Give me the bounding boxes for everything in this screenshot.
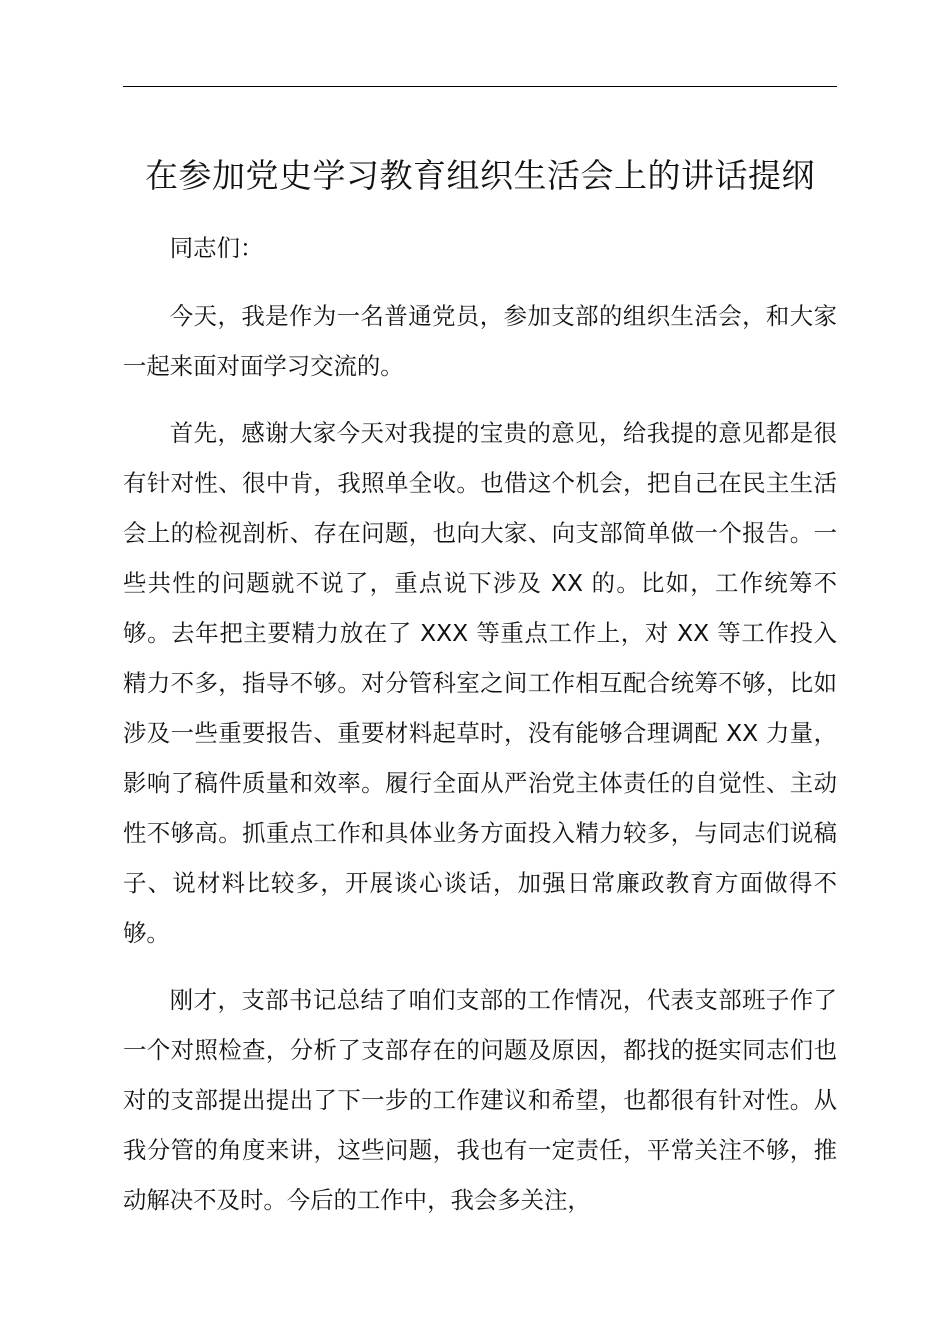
body-paragraph: 刚才，支部书记总结了咱们支部的工作情况，代表支部班子作了一个对照检查，分析了支部存在的问题及原因，都找的挺实同志们也对的支部提出提出了下一步的工作建议和希望，也都很有针对性。从我分管的角度来讲，这些问题，我也有一定责任，平常关注不够，推动解决不及时。今后的工作中，我会多关注， bbox=[123, 986, 837, 1214]
document-title: 在参加党史学习教育组织生活会上的讲话提纲 bbox=[145, 156, 815, 195]
header-rule bbox=[123, 86, 837, 87]
salutation-paragraph: 同志们： bbox=[169, 234, 264, 262]
body-paragraph: 今天，我是作为一名普通党员，参加支部的组织生活会，和大家一起来面对面学习交流的。 bbox=[123, 302, 837, 380]
document-body bbox=[123, 223, 837, 1242]
body-paragraph: 首先，感谢大家今天对我提的宝贵的意见，给我提的意见都是很有针对性、很中肯，我照单全收。也借这个机会，把自己在民主生活会上的检视剖析、存在问题，也向大家、向支部简单做一个报告。一些共性的问题就不说了，重点说下涉及 XX 的。比如，工作统筹不够。去年把主要精力放在了 XXX 等重点工作上，对 XX 等工作投入精力不多，指导不够。对分管科室之间工作相互配合统筹不够，比如涉及一些重要报告、重要材料起草时，没有能够合理调配 XX 力量，影响了稿件质量和效率。履行全面从严治党主体责任的自觉性、主动性不够高。抓重点工作和具体业务方面投入精力较多，与同志们说稿子、说材料比较多，开展谈心谈话，加强日常廉政教育方面做得不够。 bbox=[123, 419, 837, 947]
